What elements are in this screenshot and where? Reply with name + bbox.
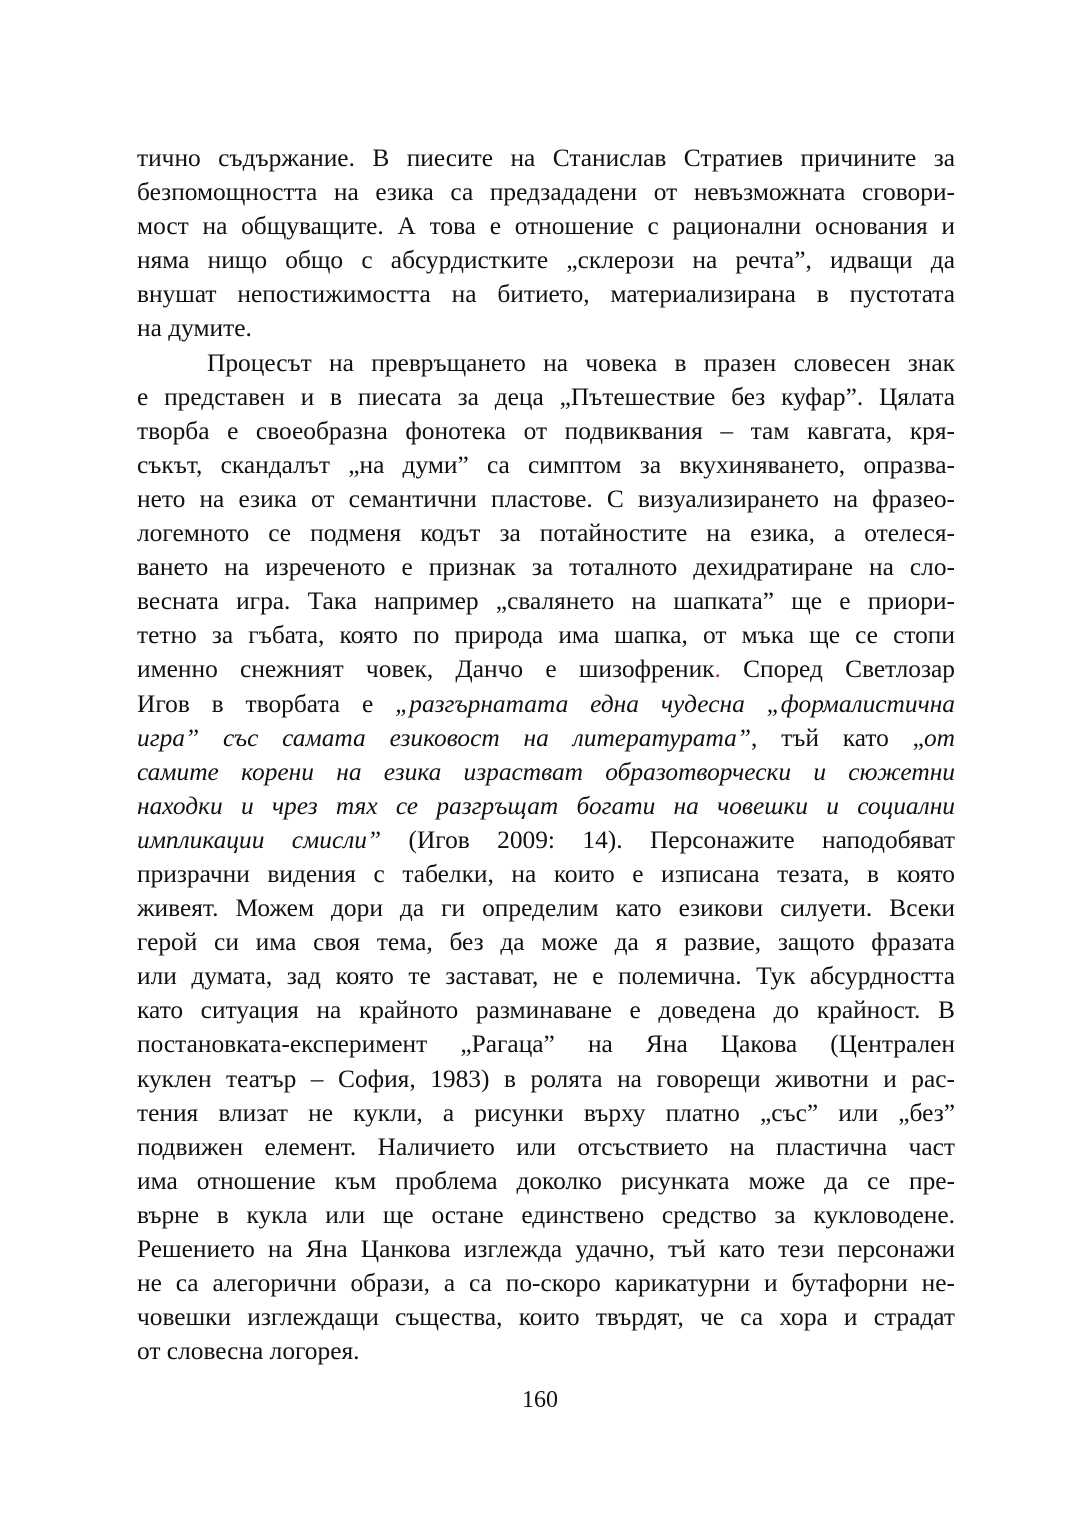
quote-segment: импликации смисли” xyxy=(137,825,382,854)
text-line: постановката-експеримент „Рагаца” на Яна Цакова (Централен xyxy=(137,1030,955,1059)
text-line: живеят. Можем дори да ги определим като езикови силуети. Всеки xyxy=(137,894,955,923)
text-line: внушат непостижимостта на битието, материализирана в пустотата xyxy=(137,280,955,309)
text-line: Процесът на превръщането на човека в празен словесен знак xyxy=(207,348,955,377)
text-line: или думата, зад която те застават, не е полемична. Тук абсурдността xyxy=(137,962,955,991)
text-line: от словесна логорея. xyxy=(137,1337,360,1366)
text-line: куклен театър – София, 1983) в ролята на говорещи животни и рас- xyxy=(137,1064,955,1093)
text-line: съкът, скандалът „на думи” са симптом за вкухиняването, опразва- xyxy=(137,450,955,479)
page-number: 160 xyxy=(522,1387,558,1413)
text-segment: (Игов 2009: 14). Персонажите наподобяват xyxy=(381,825,955,854)
text-line xyxy=(137,652,955,686)
text-line: логемното се подменя кодът за потайностите на езика, а отелеся- xyxy=(137,519,955,548)
text-line: върне в кукла или ще остане единствено средство за кукловодене. xyxy=(137,1200,955,1229)
text-segment: . xyxy=(714,655,721,684)
text-line: призрачни видения с табелки, на които е изписана тезата, в която xyxy=(137,859,955,888)
text-line: тетно за гъбата, която по природа има шапка, от мъка ще се стопи xyxy=(137,621,955,650)
text-segment: Игов в творбата е xyxy=(137,689,396,718)
quote-segment: от xyxy=(923,723,955,752)
text-line: весната игра. Така например „свалянето на шапката” ще е приори- xyxy=(137,587,955,616)
text-line: не са алегорични образи, а са по-скоро карикатурни и бутафорни не- xyxy=(137,1269,955,1298)
text-segment: , тъй като „ xyxy=(750,723,924,752)
text-line xyxy=(137,823,955,857)
text-line: Решението на Яна Цанкова изглежда удачно, тъй като тези персонажи xyxy=(137,1235,955,1263)
text-line: мост на общуващите. А това е отношение с рационални основания и xyxy=(137,212,955,241)
text-line xyxy=(137,687,955,721)
text-segment: именно снежният човек, Данчо е шизофреник xyxy=(137,655,715,684)
text-line: творба е своеобразна фонотека от подвиквания – там кавгата, кря- xyxy=(137,416,955,445)
text-line: тично съдържание. В пиесите на Станислав Стратиев причините за xyxy=(137,144,955,172)
quote-line: самите корени на езика израстват образотворчески и сюжетни xyxy=(137,757,955,786)
text-segment: Според Светлозар xyxy=(720,655,955,684)
text-line: е представен и в пиесата за деца „Пътешествие без куфар”. Цялата xyxy=(137,382,955,411)
text-line: като ситуация на крайното разминаване е доведена до крайност. В xyxy=(137,996,955,1025)
quote-segment: игра” със самата езиковост на литературата” xyxy=(137,723,751,752)
text-line: няма нищо общо с абсурдистките „склерози на речта”, идващи да xyxy=(137,246,955,275)
quote-line: находки и чрез тях се разгръщат богати на човешки и социални xyxy=(137,791,955,820)
text-line: герой си има своя тема, без да може да я развие, защото фразата xyxy=(137,928,955,957)
text-line: нето на езика от семантични пластове. С визуализирането на фразео- xyxy=(137,484,955,513)
text-line: безпомощността на езика са предзададени от невъзможната сговори- xyxy=(137,178,955,207)
text-line: на думите. xyxy=(137,314,252,343)
text-line xyxy=(137,721,955,755)
text-line: човешки изглеждащи същества, които твърдят, че са хора и страдат xyxy=(137,1303,955,1332)
text-line: има отношение към проблема доколко рисунката може да се пре- xyxy=(137,1166,955,1195)
text-line: ването на изреченото е признак за тоталното дехидратиране на сло- xyxy=(137,553,955,582)
body-text xyxy=(137,141,955,1368)
text-line: тения влизат не кукли, а рисунки върху платно „със” или „без” xyxy=(137,1098,955,1127)
text-line: подвижен елемент. Наличието или отсъствието на пластична част xyxy=(137,1132,955,1161)
quote-segment: „разгърнатата една чудесна „формалистична xyxy=(395,689,955,718)
